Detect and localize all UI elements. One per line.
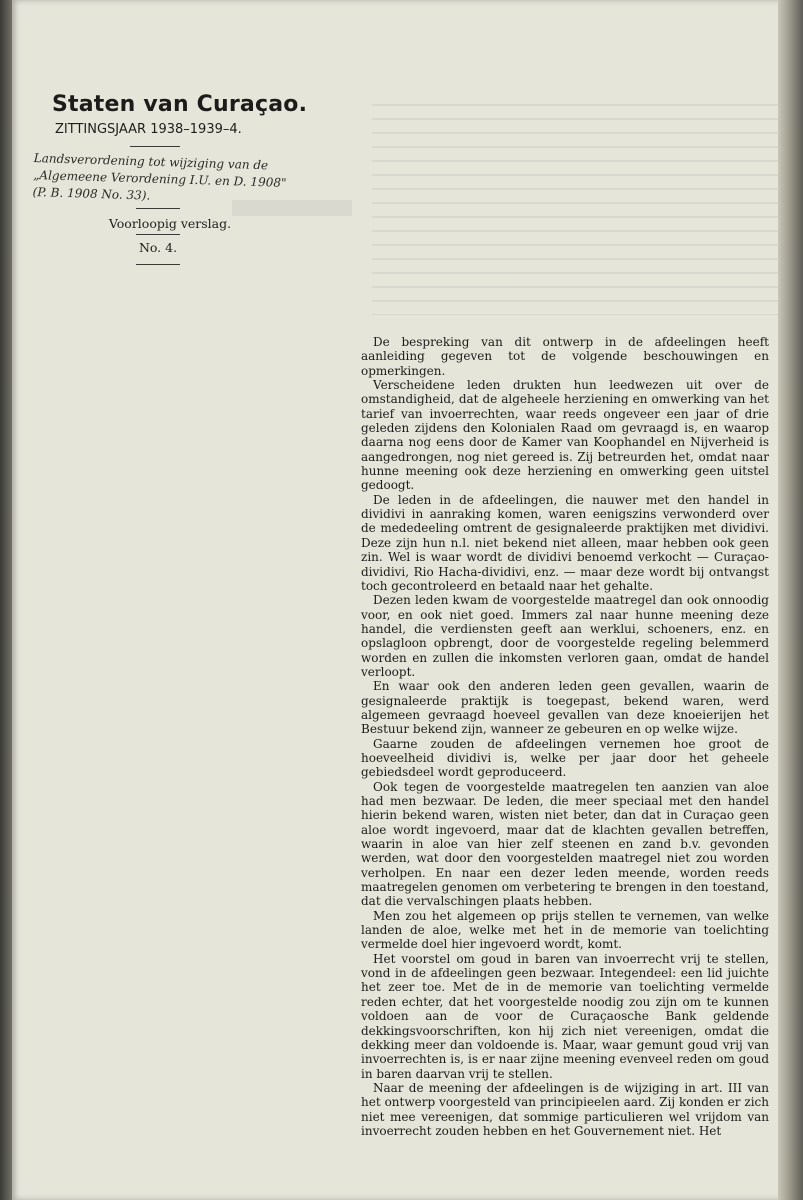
paragraph: Naar de meening der afdeelingen is de wijziging in art. III van het ontwerp voorgesteld van principieelen aard. Zij konden er zich niet mee vereenigen, dat sommige particulieren wel vrijdom van invoerrecht zouden hebben en het Gouvernement niet. Het (361, 1080, 769, 1138)
divider (136, 234, 180, 235)
paragraph: De leden in de afdeelingen, die nauwer met den handel in dividivi in aanraking komen, waren eenigszins verwonderd over de mededeeling omtrent de gesignaleerde praktijken met dividivi. Deze zijn hun n.l. niet bekend niet alleen, maar hebben ook geen zin. Wel is waar wordt de dividivi benoemd verkocht — Curaçao-dividivi, Rio Hacha-dividivi, enz. — maar deze wordt bij ontvangst toch gecontroleerd en betaald naar het gehalte. (361, 492, 769, 593)
paragraph: Gaarne zouden de afdeelingen vernemen hoe groot de hoeveelheid dividivi is, welke per jaar door het geheele gebiedsdeel wordt geproduceerd. (361, 736, 769, 780)
divider (136, 264, 180, 265)
report-number: No. 4. (138, 240, 178, 255)
bill-subject: Landsverordening tot wijziging van de „Algemeene Verordening I.U. en D. 1908" (P. B. 1908 No. 33). (32, 150, 287, 203)
bleed-through-text (372, 95, 782, 315)
divider (136, 208, 180, 209)
session-year: ZITTINGSJAAR 1938–1939–4. (55, 122, 242, 137)
report-type: Voorloopig verslag. (108, 216, 232, 231)
report-body (361, 335, 769, 1138)
paragraph: De bespreking van dit ontwerp in de afdeelingen heeft aanleiding gegeven tot de volgende beschouwingen en opmerkingen. (361, 335, 769, 378)
paragraph: Het voorstel om goud in baren van invoerrecht vrij te stellen, vond in de afdeelingen geen bezwaar. Integendeel: een lid juichte het zeer toe. Met de in de memorie van toelichting vermelde reden echter, dat het voorgestelde noodig zou zijn om te kunnen voldoen aan de voor de Curaçaosche Bank geldende dekkingsvoorschriften, kon hij zich niet vereenigen, omdat die dekking meer dan voldoende is. Maar, waar gemunt goud vrij van invoerrechten is, is er naar zijne meening evenveel reden om goud in baren daarvan vrij te stellen. (361, 951, 769, 1081)
page-title: Staten van Curaçao. (52, 92, 308, 117)
divider (130, 146, 180, 147)
page-edge (778, 0, 803, 1200)
paragraph: Dezen leden kwam de voorgestelde maatregel dan ook onnoodig voor, en ook niet goed. Immers zal naar hunne meening deze handel, die verdiensten geeft aan werklui, schoeners, enz. en opslagloon opbrengt, door de voorgestelde regeling belemmerd worden en zullen die inkomsten verloren gaan, omdat de handel verloopt. (361, 593, 769, 679)
paragraph: Verscheidene leden drukten hun leedwezen uit over de omstandigheid, dat de algeheele herziening en omwerking van het tarief van invoerrechten, waar reeds ongeveer een jaar of drie geleden zijdens den Kolonialen Raad om gevraagd is, en waarop daarna nog eens door de Kamer van Koophandel en Nijverheid is aangedrongen, nog niet gereed is. Zij betreurden het, omdat naar hunne meening ook deze herziening en omwerking geen uitstel gedoogt. (361, 378, 769, 493)
paragraph: En waar ook den anderen leden geen gevallen, waarin de gesignaleerde praktijk is toegepast, bekend waren, werd algemeen gevraagd hoeveel gevallen van deze knoeierijen het Bestuur bekend zijn, wanneer ze gebeuren en op welke wijze. (361, 679, 769, 737)
paragraph: Men zou het algemeen op prijs stellen te vernemen, van welke landen de aloe, welke met het in de memorie van toelichting vermelde doel hier ingevoerd wordt, komt. (361, 908, 769, 952)
paragraph: Ook tegen de voorgestelde maatregelen ten aanzien van aloe had men bezwaar. De leden, die meer speciaal met den handel hierin bekend waren, wisten niet beter, dan dat in Curaçao geen aloe wordt ingevoerd, maar dat de klachten gevallen betreffen, waarin in aloe van hier zelf steenen en zand b.v. gevonden werden, wat door den voorgestelden maatregel niet zou worden verholpen. En naar een dezer leden meende, worden reeds maatregelen genomen om verbetering te brengen in den toestand, dat die vervalschingen plaats hebben. (361, 779, 769, 909)
